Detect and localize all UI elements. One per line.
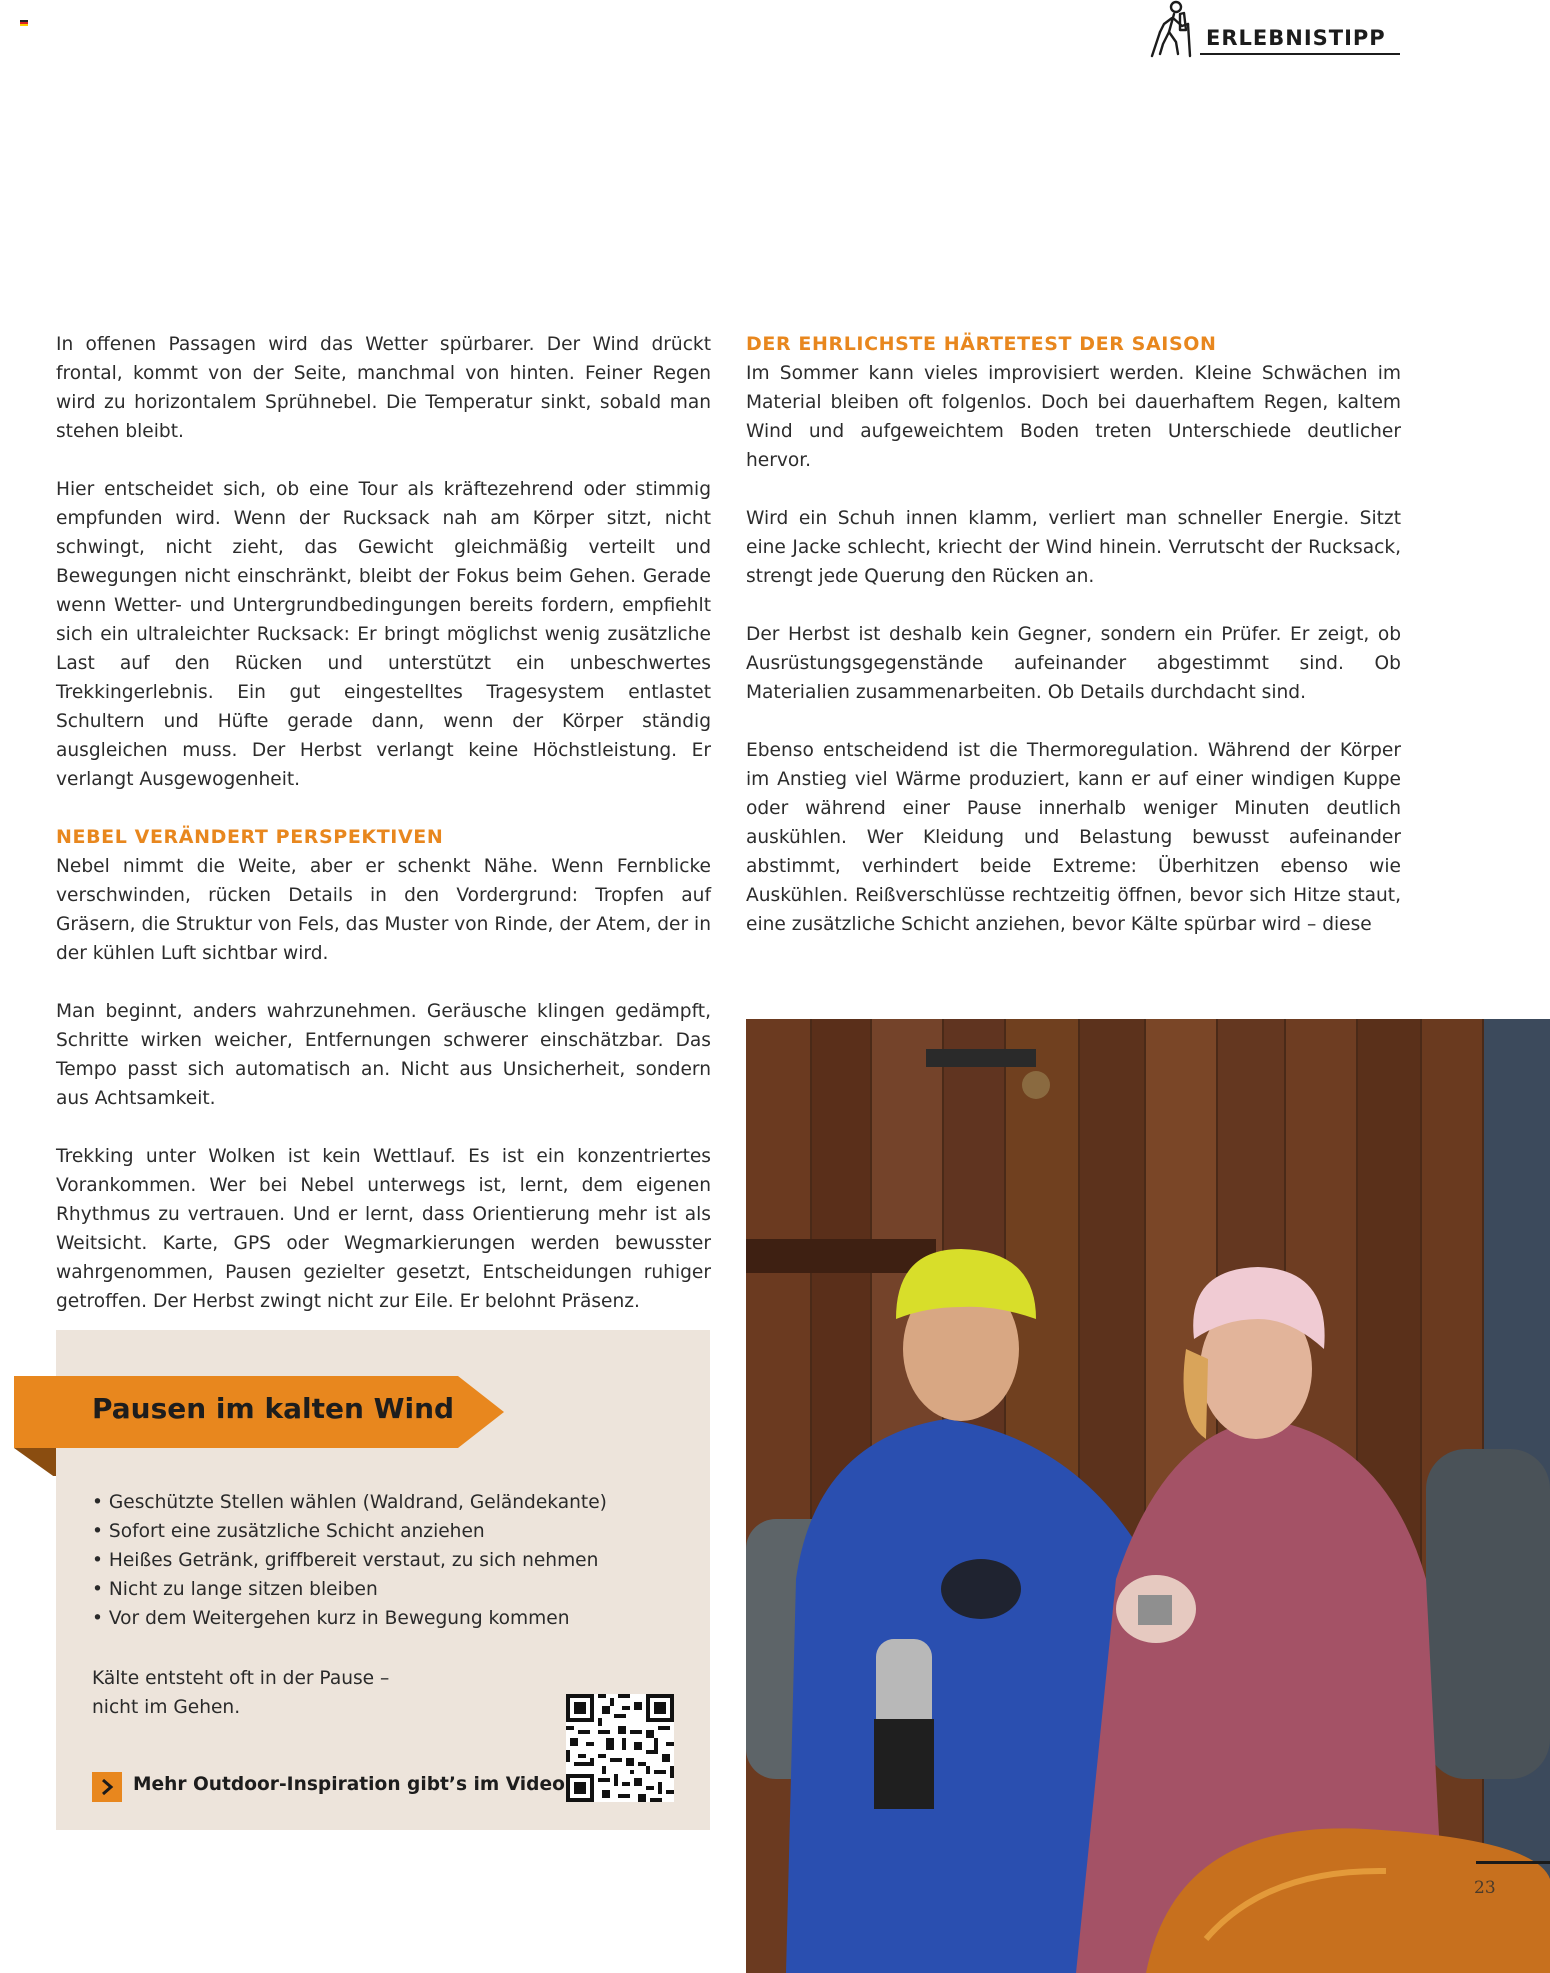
tip-box-banner [14,1376,504,1448]
flag-icon [20,20,28,26]
section-label: ERLEBNISTIPP [1206,26,1386,50]
banner-shape [14,1376,504,1476]
note-line: nicht im Gehen. [92,1697,241,1718]
paragraph: In offenen Passagen wird das Wetter spürbarer. Der Wind drückt frontal, kommt von der Seite, manchmal von hinten. Feiner Regen wird zu horizontalem Sprühnebel. Die Temperatur sinkt, sobald man stehen bleibt. [56,334,711,442]
backpack-right [1426,1449,1550,1779]
hikers-photo [746,1019,1550,1973]
tip-list [92,1488,607,1633]
list-item: • Nicht zu lange sitzen bleiben [92,1575,607,1604]
section-header [1144,0,1404,60]
paragraph: Hier entscheidet sich, ob eine Tour als kräftezehrend oder stimmig empfunden wird. Wenn der Rucksack nah am Körper sitzt, nicht schwingt, nicht zieht, das Gewicht gleichmäßig verteilt und Bewegungen nicht einschränkt, bleibt der Fokus beim Gehen. Gerade wenn Wetter- und Untergrundbedingungen bereits fordern, empfiehlt sich ein ultraleichter Rucksack: Er bringt möglichst wenig zusätzliche Last auf den Rücken und unterstützt ein unbeschwertes Trekkingerlebnis. Ein gut eingestelltes Tragesystem entlastet Schultern und Hüfte gerade dann, wenn der Körper ständig ausgleichen muss. Der Herbst verlangt keine Höchstleistung. Er verlangt Ausgewogenheit. [56,479,711,790]
paragraph: Nebel nimmt die Weite, aber er schenkt Nähe. Wenn Fernblicke verschwinden, rücken Details in den Vordergrund: Tropfen auf Gräsern, die Struktur von Fels, das Muster von Rinde, der Atem, der in der kühlen Luft sichtbar wird. [56,856,711,964]
video-link-label[interactable]: Mehr Outdoor-Inspiration gibt’s im Video [133,1774,565,1795]
paragraph: Im Sommer kann vieles improvisiert werden. Kleine Schwächen im Material bleiben oft folgenlos. Doch bei dauerhaftem Regen, kaltem Wind und aufgeweichtem Boden treten Unterschiede deutlicher hervor. [746,363,1401,471]
note-line: Kälte entsteht oft in der Pause – [92,1668,390,1689]
list-item: • Heißes Getränk, griffbereit verstaut, zu sich nehmen [92,1546,607,1575]
list-item: • Vor dem Weitergehen kurz in Bewegung kommen [92,1604,607,1633]
paragraph: Trekking unter Wolken ist kein Wettlauf. Es ist ein konzentriertes Vorankommen. Wer bei Nebel unterwegs ist, lernt, dem eigenen Rhythmus zu vertrauen. Und er lernt, dass Orientierung mehr ist als Weitsicht. Karte, GPS oder Wegmarkierungen werden bewusster wahrgenommen, Pausen gezielter gesetzt, Entscheidungen ruhiger getroffen. Der Herbst zwingt nicht zur Eile. Er belohnt Präsenz. [56,1146,711,1312]
qr-code[interactable] [566,1694,674,1802]
list-item: • Geschützte Stellen wählen (Waldrand, Geländekante) [92,1488,607,1517]
paragraph: Ebenso entscheidend ist die Thermoregulation. Während der Körper im Anstieg viel Wärme produziert, kann er auf einer windigen Kuppe oder während einer Pause innerhalb weniger Minuten deutlich auskühlen. Wer Kleidung und Belastung bewusst aufeinander abstimmt, verhindert beide Extreme: Überhitzen ebenso wie Auskühlen. Reißverschlüsse rechtzeitig öffnen, bevor sich Hitze staut, eine zusätzliche Schicht anziehen, bevor Kälte spürbar wird – diese [746,740,1401,935]
tip-box-note [92,1664,432,1722]
paragraph: Der Herbst ist deshalb kein Gegner, sondern ein Prüfer. Er zeigt, ob Ausrüstungsgegenstände aufeinander abgestimmt sind. Ob Materialien zusammenarbeiten. Ob Details durchdacht sind. [746,624,1401,703]
tip-box-title: Pausen im kalten Wind [92,1392,455,1425]
paragraph: Wird ein Schuh innen klamm, verliert man schneller Energie. Sitzt eine Jacke schlecht, kriecht der Wind hinein. Verrutscht der Rucksack, strengt jede Querung den Rücken an. [746,508,1401,587]
header-underline [1200,53,1400,55]
chevron-right-icon [92,1772,122,1802]
right-column [746,330,1401,968]
section-heading: DER EHRLICHSTE HÄRTETEST DER SAISON [746,333,1217,355]
hiker-icon [1144,0,1196,58]
page-number-rule [1476,1861,1550,1864]
list-item: • Sofort eine zusätzliche Schicht anziehen [92,1517,607,1546]
left-column [56,330,711,1345]
paragraph: Man beginnt, anders wahrzunehmen. Geräusche klingen gedämpft, Schritte wirken weicher, Entfernungen schwerer einschätzbar. Das Tempo passt sich automatisch an. Nicht aus Unsicherheit, sondern aus Achtsamkeit. [56,1001,711,1109]
page-number: 23 [1474,1878,1496,1898]
section-heading: NEBEL VERÄNDERT PERSPEKTIVEN [56,826,444,848]
